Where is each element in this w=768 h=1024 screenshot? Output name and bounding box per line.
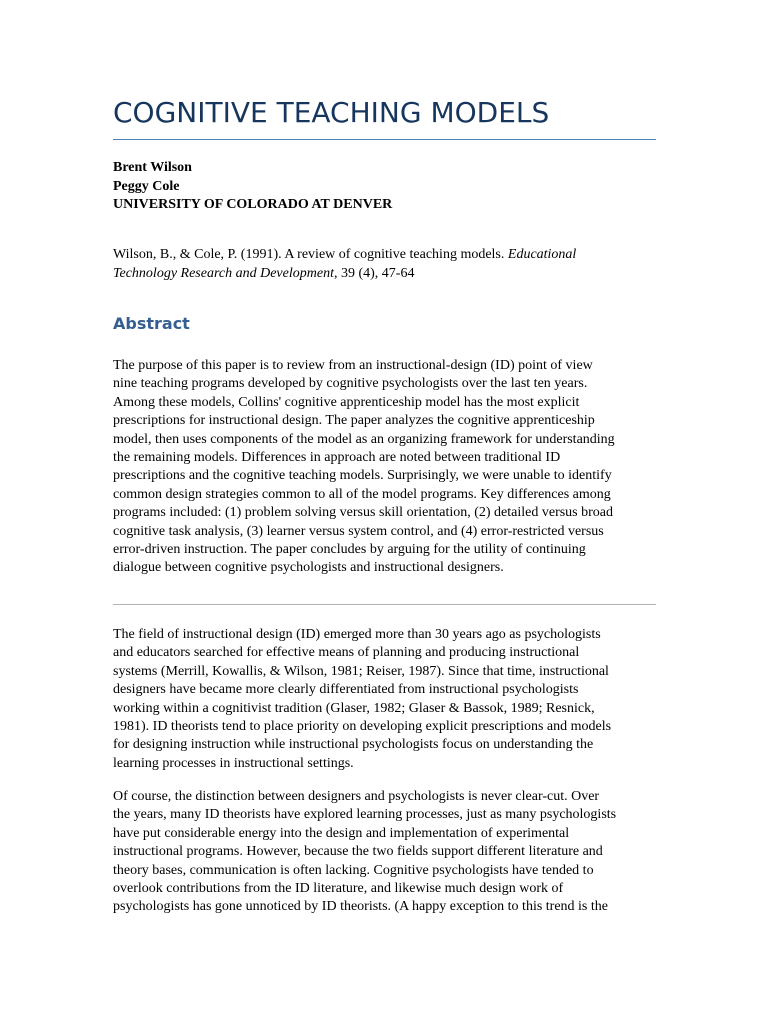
title-underline bbox=[113, 139, 656, 140]
citation-journal: Educational bbox=[507, 247, 577, 262]
text-line: have put considerable energy into the design and implementation of experimental bbox=[113, 825, 570, 841]
text-line: theory bases, communication is often lacking. Cognitive psychologists have tended to bbox=[113, 862, 594, 878]
text-line: psychologists has gone unnoticed by ID theorists. (A happy exception to this trend is the bbox=[113, 899, 608, 915]
author-name: Peggy Cole bbox=[113, 178, 180, 194]
text-line: Among these models, Collins' cognitive apprenticeship model has the most explicit bbox=[113, 394, 580, 410]
text-line: the remaining models. Differences in approach are noted between traditional ID bbox=[113, 450, 561, 466]
text-line: The field of instructional design (ID) emerged more than 30 years ago as psychologists bbox=[113, 627, 601, 642]
text-line: overlook contributions from the ID literature, and likewise much design work of bbox=[113, 881, 564, 897]
abstract-paragraph bbox=[113, 357, 658, 578]
body-paragraph bbox=[113, 626, 658, 773]
citation-text: , 39 (4), 47-64 bbox=[333, 265, 415, 281]
text-line: nine teaching programs developed by cognitive psychologists over the last ten years. bbox=[113, 376, 588, 392]
text-line: dialogue between cognitive psychologists and instructional designers. bbox=[113, 560, 504, 576]
text-line: prescriptions and the cognitive teaching models. Surprisingly, we were unable to identify bbox=[113, 468, 612, 484]
citation-text: Wilson, B., & Cole, P. (1991). A review of cognitive teaching models. bbox=[113, 247, 508, 262]
body-paragraph bbox=[113, 788, 658, 917]
text-line: programs included: (1) problem solving versus skill orientation, (2) detailed versus broad bbox=[113, 505, 614, 521]
citation-journal: Technology Research and Development bbox=[113, 265, 334, 281]
text-line: The purpose of this paper is to review from an instructional-design (ID) point of view bbox=[113, 358, 593, 373]
author-block bbox=[113, 159, 392, 215]
document-title: COGNITIVE TEACHING MODELS bbox=[113, 96, 550, 129]
abstract-heading: Abstract bbox=[113, 314, 190, 333]
text-line: the years, many ID theorists have explored learning processes, just as many psychologists bbox=[113, 807, 617, 823]
text-line: systems (Merrill, Kowallis, & Wilson, 1981; Reiser, 1987). Since that time, instructional bbox=[113, 663, 609, 679]
author-affiliation: UNIVERSITY OF COLORADO AT DENVER bbox=[113, 197, 393, 212]
text-line: and educators searched for effective means of planning and producing instructional bbox=[113, 645, 580, 661]
text-line: learning processes in instructional settings. bbox=[113, 755, 354, 771]
text-line: working within a cognitivist tradition (Glaser, 1982; Glaser & Bassok, 1989; Resnick, bbox=[113, 700, 595, 716]
text-line: common design strategies common to all of the model programs. Key differences among bbox=[113, 486, 611, 502]
text-line: Of course, the distinction between designers and psychologists is never clear-cut. Over bbox=[113, 789, 600, 804]
text-line: model, then uses components of the model as an organizing framework for understanding bbox=[113, 431, 615, 447]
text-line: instructional programs. However, because the two fields support different literature and bbox=[113, 844, 603, 860]
text-line: prescriptions for instructional design. The paper analyzes the cognitive apprenticeship bbox=[113, 413, 595, 429]
text-line: designers have became more clearly differentiated from instructional psychologists bbox=[113, 682, 579, 698]
text-line: for designing instruction while instructional psychologists focus on understanding the bbox=[113, 737, 594, 753]
text-line: error-driven instruction. The paper concludes by arguing for the utility of continuing bbox=[113, 542, 586, 558]
text-line: 1981). ID theorists tend to place priority on developing explicit prescriptions and models bbox=[113, 719, 612, 735]
citation bbox=[113, 246, 658, 283]
text-line: cognitive task analysis, (3) learner versus system control, and (4) error-restricted versus bbox=[113, 523, 604, 539]
author-name: Brent Wilson bbox=[113, 160, 192, 175]
section-divider bbox=[113, 604, 656, 605]
